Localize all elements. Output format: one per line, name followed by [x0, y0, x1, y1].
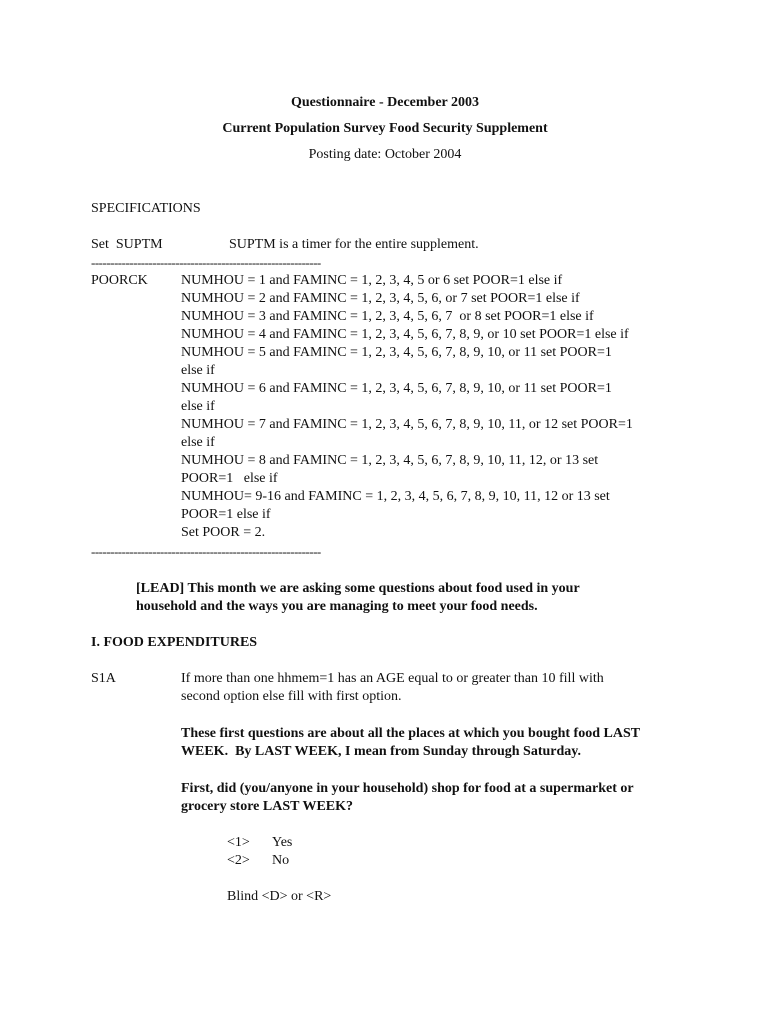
poorck-line: POOR=1 else if: [181, 507, 271, 522]
poorck-line: NUMHOU = 5 and FAMINC = 1, 2, 3, 4, 5, 6, 7, 8, 9, 10, or 11 set POOR=1: [181, 345, 612, 360]
option-code: <2>: [227, 853, 250, 868]
posting-date: Posting date: October 2004: [308, 147, 462, 162]
poorck-line: else if: [181, 363, 215, 378]
poorck-line: NUMHOU = 7 and FAMINC = 1, 2, 3, 4, 5, 6, 7, 8, 9, 10, 11, or 12 set POOR=1: [181, 417, 633, 432]
poorck-label: POORCK: [91, 273, 148, 288]
poorck-line: NUMHOU = 4 and FAMINC = 1, 2, 3, 4, 5, 6, 7, 8, 9, or 10 set POOR=1 else if: [181, 327, 629, 342]
specifications-heading: SPECIFICATIONS: [91, 201, 201, 216]
option-no: No: [272, 853, 290, 868]
section-heading: I. FOOD EXPENDITURES: [91, 635, 258, 650]
lead-text-line1: [LEAD] This month we are asking some questions about food used in your: [136, 581, 580, 596]
poorck-line: else if: [181, 399, 215, 414]
poorck-line: NUMHOU = 1 and FAMINC = 1, 2, 3, 4, 5 or 6 set POOR=1 else if: [181, 273, 563, 288]
suptm-text: SUPTM is a timer for the entire supplement.: [229, 237, 479, 252]
poorck-line: NUMHOU = 6 and FAMINC = 1, 2, 3, 4, 5, 6, 7, 8, 9, 10, or 11 set POOR=1: [181, 381, 612, 396]
poorck-line: else if: [181, 435, 215, 450]
option-yes: Yes: [272, 835, 293, 850]
s1a-question: First, did (you/anyone in your household) shop for food at a supermarket or: [181, 781, 634, 796]
separator-bottom: ------------------------------------------------------------: [91, 544, 321, 559]
s1a-instruction: If more than one hhmem=1 has an AGE equal to or greater than 10 fill with: [181, 671, 604, 686]
poorck-line: POOR=1 else if: [181, 471, 278, 486]
s1a-question: grocery store LAST WEEK?: [181, 799, 354, 814]
s1a-instruction: second option else fill with first option.: [181, 689, 402, 704]
lead-text-line2: household and the ways you are managing to meet your food needs.: [136, 599, 538, 614]
s1a-label: S1A: [91, 671, 116, 686]
poorck-line: NUMHOU = 8 and FAMINC = 1, 2, 3, 4, 5, 6, 7, 8, 9, 10, 11, 12, or 13 set: [181, 453, 599, 468]
blind-note: Blind <D> or <R>: [227, 889, 332, 904]
separator-top: ------------------------------------------------------------: [91, 255, 321, 270]
s1a-intro: These first questions are about all the places at which you bought food LAST: [181, 726, 641, 741]
poorck-line: NUMHOU= 9-16 and FAMINC = 1, 2, 3, 4, 5, 6, 7, 8, 9, 10, 11, 12 or 13 set: [181, 489, 610, 504]
poorck-line: NUMHOU = 2 and FAMINC = 1, 2, 3, 4, 5, 6, or 7 set POOR=1 else if: [181, 291, 580, 306]
poorck-line: NUMHOU = 3 and FAMINC = 1, 2, 3, 4, 5, 6, 7 or 8 set POOR=1 else if: [181, 309, 594, 324]
document-subtitle: Current Population Survey Food Security Supplement: [222, 121, 548, 136]
option-code: <1>: [227, 835, 250, 850]
suptm-label: Set SUPTM: [91, 237, 163, 252]
document-title: Questionnaire - December 2003: [290, 95, 480, 110]
s1a-intro: WEEK. By LAST WEEK, I mean from Sunday through Saturday.: [181, 744, 582, 759]
poorck-line: Set POOR = 2.: [181, 525, 266, 540]
